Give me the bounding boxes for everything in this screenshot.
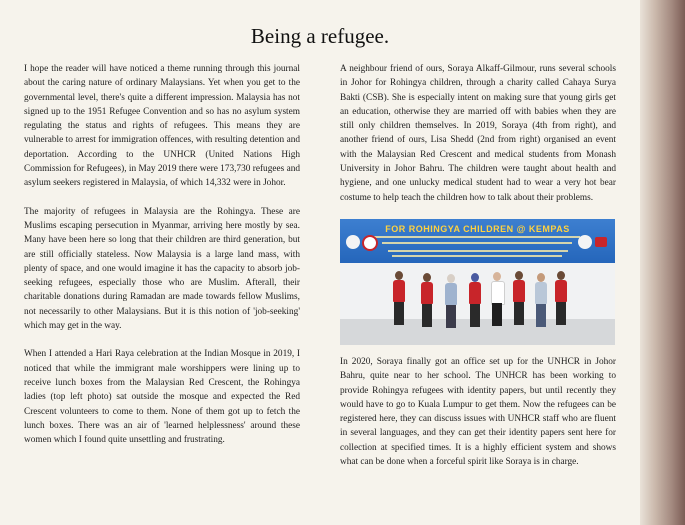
event-banner	[340, 219, 615, 263]
paragraph: In 2020, Soraya finally got an office set up for the UNHCR in Johor Bahru, quite near to her school. The UNHCR has been working to provide Rohingya refugees with identity papers, but until recently they would have to go to Kuala Lumpur to get them. Now the refugees can be registered here, they can discuss issues with UNHCR staff who are fluent in several languages, and they can get their identity papers sent here for collection at specified times. It is a highly efficient system and shows what can be done when a forceful spirit like Soraya is in charge.	[340, 356, 616, 468]
banner-text-line	[382, 242, 572, 244]
left-column	[24, 62, 300, 461]
university-logo-icon	[595, 237, 607, 247]
red-crescent-logo-icon	[346, 235, 360, 249]
paragraph: When I attended a Hari Raya celebration at the Indian Mosque in 2019, I noticed that while the immigrant male worshippers were lining up to receive lunch boxes from the Malaysian Red Crescent, the Rohingya ladies (top left photo) sat outside the mosque and expected the Red Crescent volunteers to come to them. None of them got up to fetch the lunch boxes. There was an air of 'learned helplessness' around these women which I found quite unsettling and frustrating.	[24, 349, 300, 446]
book-spine-shadow	[640, 0, 685, 525]
paragraph: A neighbour friend of ours, Soraya Alkaff-Gilmour, runs several schools in Johor for Rohingya children, through a charity called Cahaya Surya Bakti (CSB). She is especially intent on making sure that young girls get an education, otherwise they are married off with babies when they are still only children themselves. In 2019, Soraya (4th from right), and another friend of ours, Lisa Shedd (2nd from right) organised an event with the Malaysian Red Crescent and medical students from Monash University in Johor Bahru. The children were taught about health and hygiene, and one unlucky medical student had to wear a very hot bear costume to help teach the children how to talk about their problems.	[340, 64, 616, 203]
banner-text-line	[392, 255, 562, 257]
right-column	[340, 62, 616, 483]
paragraph: The majority of refugees in Malaysia are the Rohingya. These are Muslims escaping persecution in Myanmar, arriving here mostly by sea. Many have been here so long that their children are third generation, but are still officially stateless. Now Malaysia is a large land mass, with plenty of space, and one would imagine it has the capacity to absorb job-seeking refugees, especially those who are Muslim. Afterall, their charitable donations during Ramadan are made towards fellow Muslims, not necessarily to other Malaysians. But it is this notion of 'job-seeking' which may get in the way.	[24, 206, 300, 332]
charity-logo-icon	[578, 235, 592, 249]
event-group-photo	[340, 219, 615, 345]
banner-title: FOR ROHINGYA CHILDREN @ KEMPAS	[385, 223, 570, 234]
partner-logo-icon	[362, 235, 378, 251]
page-title: Being a refugee.	[250, 24, 390, 48]
paragraph: I hope the reader will have noticed a theme running through this journal about the caring nature of ordinary Malaysians. Yet when you get to the governmental level, there's quite a different impression. Malaysia has not signed up to the 1951 Refugee Convention and so has no asylum system regulating the status and rights of refugees. This means they are vulnerable to arrest for immigration offences, with resulting detention and deportation. According to the UNHCR (United Nations High Commission for Refugees), in May 2019 there were 173,730 refugees and asylum seekers registered in Malaysia, of which 14,332 were in Johor.	[24, 64, 300, 189]
banner-text-line	[388, 250, 568, 252]
banner-text-line	[374, 236, 580, 238]
